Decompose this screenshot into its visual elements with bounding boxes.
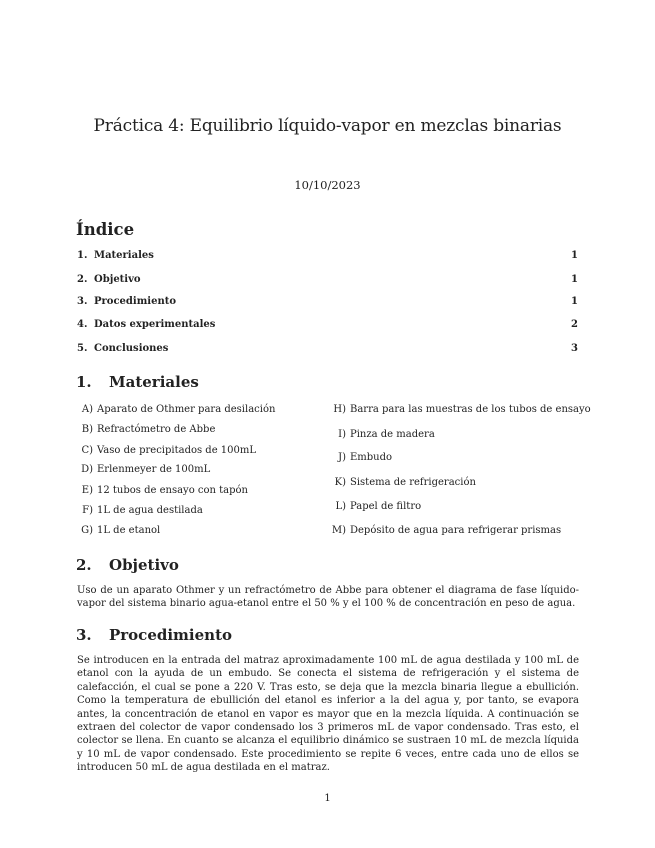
material-item <box>328 477 476 488</box>
toc-entry-page: 2 <box>571 319 578 330</box>
material-item-text: Aparato de Othmer para desilación <box>97 404 276 415</box>
material-item-label: A) <box>81 404 93 415</box>
material-item-label: H) <box>333 404 346 415</box>
material-item-text: Depósito de agua para refrigerar prismas <box>350 525 562 536</box>
toc-heading: Índice <box>76 220 135 239</box>
toc-entry[interactable] <box>77 319 578 330</box>
toc-entry[interactable] <box>77 296 578 307</box>
section-title: Objetivo <box>109 556 179 574</box>
toc-entry-label: Conclusiones <box>94 343 169 354</box>
document-date: 10/10/2023 <box>294 178 361 192</box>
material-item <box>75 424 215 435</box>
toc-entry-page: 1 <box>571 250 578 261</box>
material-item <box>328 501 421 512</box>
material-item-label: J) <box>338 452 346 463</box>
material-item <box>75 485 248 496</box>
toc-entry[interactable] <box>77 343 578 354</box>
toc-entry-label: Materiales <box>94 250 154 261</box>
material-item-text: Embudo <box>350 452 393 463</box>
toc-entry-number: 5. <box>77 343 88 354</box>
material-item-text: Barra para las muestras de los tubos de ensayo <box>350 404 591 415</box>
section-number: 1. <box>76 373 92 391</box>
section-heading-objetivo <box>76 556 179 574</box>
toc-entry-number: 3. <box>77 296 88 307</box>
section-number: 3. <box>76 626 92 644</box>
material-item-text: Refractómetro de Abbe <box>97 424 216 435</box>
material-item <box>75 525 160 536</box>
material-item-text: Erlenmeyer de 100mL <box>97 464 211 475</box>
toc-entry-page: 1 <box>571 274 578 285</box>
material-item-text: Pinza de madera <box>350 429 435 440</box>
section-heading-materiales <box>76 373 199 391</box>
material-item-label: D) <box>81 464 93 475</box>
material-item-text: 12 tubos de ensayo con tapón <box>97 485 248 496</box>
material-item-label: B) <box>81 424 93 435</box>
toc-entry-label: Datos experimentales <box>94 319 216 330</box>
material-item <box>328 404 591 415</box>
material-item-label: F) <box>82 505 93 516</box>
material-item-text: Sistema de refrigeración <box>350 477 476 488</box>
material-item-label: E) <box>81 485 93 496</box>
section-number: 2. <box>76 556 92 574</box>
toc-entry-page: 1 <box>571 296 578 307</box>
material-item <box>75 445 256 456</box>
section-title: Materiales <box>109 373 199 391</box>
material-item <box>328 452 392 463</box>
toc-entry-label: Procedimiento <box>94 296 177 307</box>
material-item <box>75 464 210 475</box>
material-item-label: M) <box>331 525 346 536</box>
material-item-label: L) <box>335 501 346 512</box>
section-title: Procedimiento <box>109 626 233 644</box>
toc-entry-label: Objetivo <box>94 274 141 285</box>
objetivo-paragraph <box>77 584 579 611</box>
toc-entry[interactable] <box>77 274 578 285</box>
material-item <box>75 404 275 415</box>
toc-entry-number: 2. <box>77 274 88 285</box>
material-item-text: 1L de etanol <box>97 525 161 536</box>
material-item-label: C) <box>81 445 93 456</box>
toc-entry-page: 3 <box>571 343 578 354</box>
material-item-text: Vaso de precipitados de 100mL <box>97 445 257 456</box>
page-number: 1 <box>324 793 331 804</box>
procedimiento-paragraph <box>77 654 579 775</box>
material-item <box>328 525 561 536</box>
material-item-label: K) <box>334 477 346 488</box>
document-title: Práctica 4: Equilibrio líquido-vapor en mezclas binarias <box>93 116 562 136</box>
material-item <box>75 505 203 516</box>
material-item <box>328 429 435 440</box>
material-item-text: 1L de agua destilada <box>97 505 203 516</box>
procedimiento-text: Se introducen en la entrada del matraz aproximadamente 100 mL de agua destilada y 100 mL de etanol con la ayuda de un embudo. Se conecta el sistema de refrigeración y el sistema de calefacción, el cual se pone a 220 V. Tras esto, se deja que la mezcla binaria llegue a ebullición. Como la temperatura de ebullición del etanol es inferior a la del agua y, por tanto, se evapora antes, la concentración de etanol en vapor es mayor que en la mezcla líquida. A continuación se extraen del colector de vapor condensado los 3 primeros mL de vapor condensado. Tras esto, el colector se llena. En cuanto se alcanza el equilibrio dinámico se sustraen 10 mL de mezcla líquida y 10 mL de vapor condensado. Este procedimiento se repite 6 veces, entre cada uno de ellos se introducen 50 mL de agua destilada en el matraz. <box>77 655 579 774</box>
objetivo-text: Uso de un aparato Othmer y un refractómetro de Abbe para obtener el diagrama de fase líquido-vapor del sistema binario agua-etanol entre el 50 % y el 100 % de concentración en peso de agua. <box>77 585 579 610</box>
material-item-text: Papel de filtro <box>350 501 422 512</box>
material-item-label: G) <box>81 525 93 536</box>
section-heading-procedimiento <box>76 626 232 644</box>
material-item-label: I) <box>338 429 346 440</box>
toc-entry-number: 1. <box>77 250 88 261</box>
toc-entry[interactable] <box>77 250 578 261</box>
toc-entry-number: 4. <box>77 319 88 330</box>
